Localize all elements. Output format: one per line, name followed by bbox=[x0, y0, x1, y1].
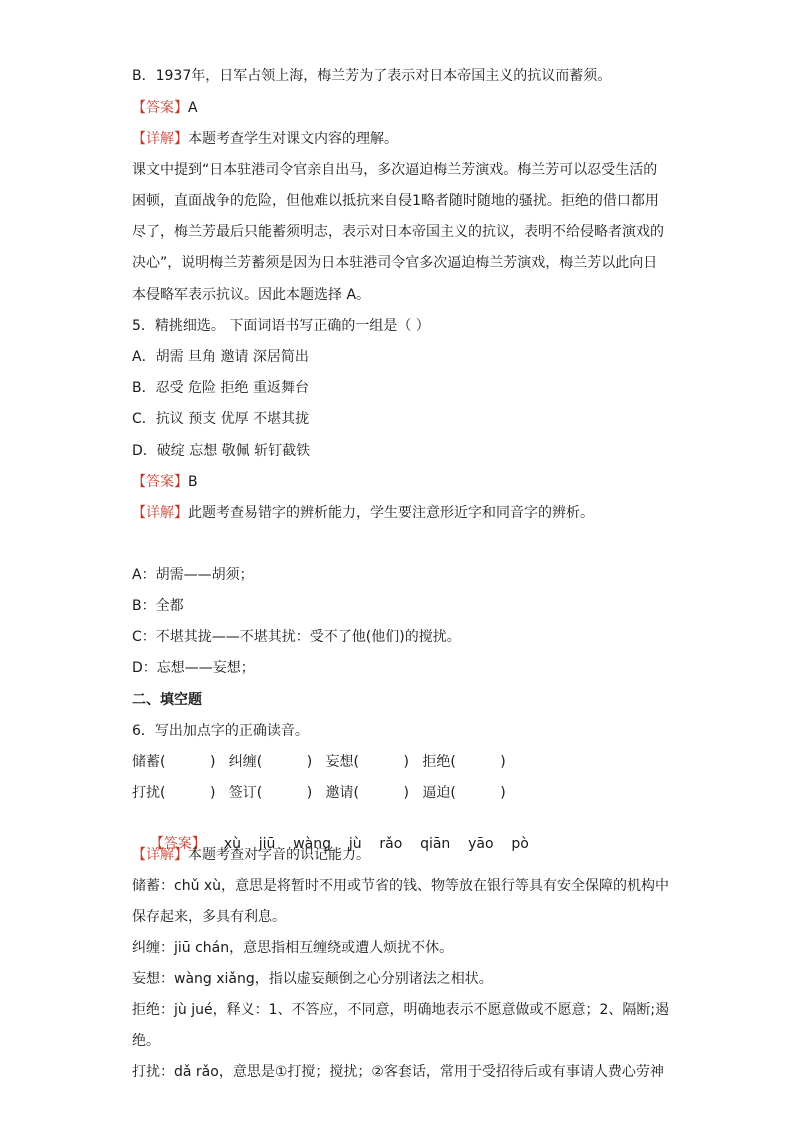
explanation-line bbox=[132, 503, 660, 523]
explanation-text: 本题考查对字音的识记能力。 bbox=[188, 847, 370, 863]
term-jiuchan: 纠缠：jiū chán，意思指相互缠绕或遭人烦扰不休。 bbox=[132, 940, 454, 956]
paragraph-line: 决心”，说明梅兰芳蓄须是因为日本驻港司令官多次逼迫梅兰芳演戏，梅兰芳以此向日 bbox=[132, 255, 658, 271]
answer-value: B bbox=[188, 474, 198, 490]
answer-tag: 【答案】 bbox=[149, 836, 206, 852]
option-b-line: B．1937年，日军占领上海，梅兰芳为了表示对日本帝国主义的抗议而蓄须。 bbox=[132, 68, 612, 84]
question-6: 6．写出加点字的正确读音。 bbox=[132, 723, 309, 739]
section-heading: 二、填空题 bbox=[132, 692, 202, 708]
explanation-text: 此题考查易错字的辨析能力，学生要注意形近字和同音字的辨析。 bbox=[188, 505, 594, 521]
question-5: 5．精挑细选。 下面词语书写正确的一组是（ ） bbox=[132, 318, 430, 334]
detail-c: C：不堪其拢——不堪其扰：受不了他(他们)的搅扰。 bbox=[132, 629, 461, 645]
detail-d: D：忘想——妄想； bbox=[132, 660, 255, 676]
option-d: D．破绽 忘想 敬佩 斩钉截铁 bbox=[132, 443, 311, 459]
blank-row-1: 储蓄( ) 纠缠( ) 妄想( ) 拒绝( ) bbox=[132, 754, 506, 770]
explanation-tag: 【详解】 bbox=[132, 131, 188, 147]
option-c: C．抗议 预支 优厚 不堪其拢 bbox=[132, 411, 310, 427]
term-jujue-cont: 绝。 bbox=[132, 1033, 160, 1049]
paragraph-line: 尽了，梅兰芳最后只能蓄须明志，表示对日本帝国主义的抗议，表明不给侵略者演戏的 bbox=[132, 224, 664, 240]
explanation-line bbox=[132, 845, 660, 865]
blank-row-2: 打扰( ) 签订( ) 邀请( ) 逼迫( ) bbox=[132, 785, 506, 801]
pinyin-answers: xù jiū wàng jù rǎo qiān yāo pò bbox=[223, 836, 529, 852]
explanation-line bbox=[132, 129, 660, 149]
term-chuxu: 储蓄：chǔ xù，意思是将暂时不用或节省的钱、物等放在银行等具有安全保障的机构中 bbox=[132, 878, 670, 894]
term-wangxiang: 妄想：wàng xiǎng，指以虚妄颠倒之心分别诸法之相状。 bbox=[132, 971, 493, 987]
answer-line bbox=[132, 98, 660, 118]
answer-tag: 【答案】 bbox=[132, 474, 188, 490]
answer-value: A bbox=[188, 100, 198, 116]
paragraph-line: 本侵略军表示抗议。因此本题选择 A。 bbox=[132, 287, 371, 303]
option-a: A．胡需 旦角 邀请 深居简出 bbox=[132, 349, 309, 365]
detail-a: A：胡需——胡须； bbox=[132, 567, 254, 583]
option-b: B．忍受 危险 拒绝 重返舞台 bbox=[132, 380, 309, 396]
explanation-tag: 【详解】 bbox=[132, 505, 188, 521]
explanation-tag: 【详解】 bbox=[132, 847, 188, 863]
explanation-text: 本题考查学生对课文内容的理解。 bbox=[188, 131, 398, 147]
answer-tag: 【答案】 bbox=[132, 100, 188, 116]
paragraph-line: 困顿，直面战争的危险，但他难以抵抗来自侵1略者随时随地的骚扰。拒绝的借口都用 bbox=[132, 193, 659, 209]
answer-line bbox=[132, 814, 660, 874]
answer-line bbox=[132, 472, 660, 492]
detail-b: B：全都 bbox=[132, 598, 184, 614]
term-jujue: 拒绝：jù jué，释义：1、不答应，不同意，明确地表示不愿意做或不愿意；2、隔断;遏 bbox=[132, 1002, 670, 1018]
term-chuxu-cont: 保存起来，多具有利息。 bbox=[132, 909, 286, 925]
term-darao: 打扰：dǎ rǎo，意思是①打搅；搅扰；②客套话，常用于受招待后或有事请人费心劳神 bbox=[132, 1064, 664, 1080]
paragraph-line: 课文中提到“日本驻港司令官亲自出马，多次逼迫梅兰芳演戏。梅兰芳可以忍受生活的 bbox=[132, 162, 658, 178]
